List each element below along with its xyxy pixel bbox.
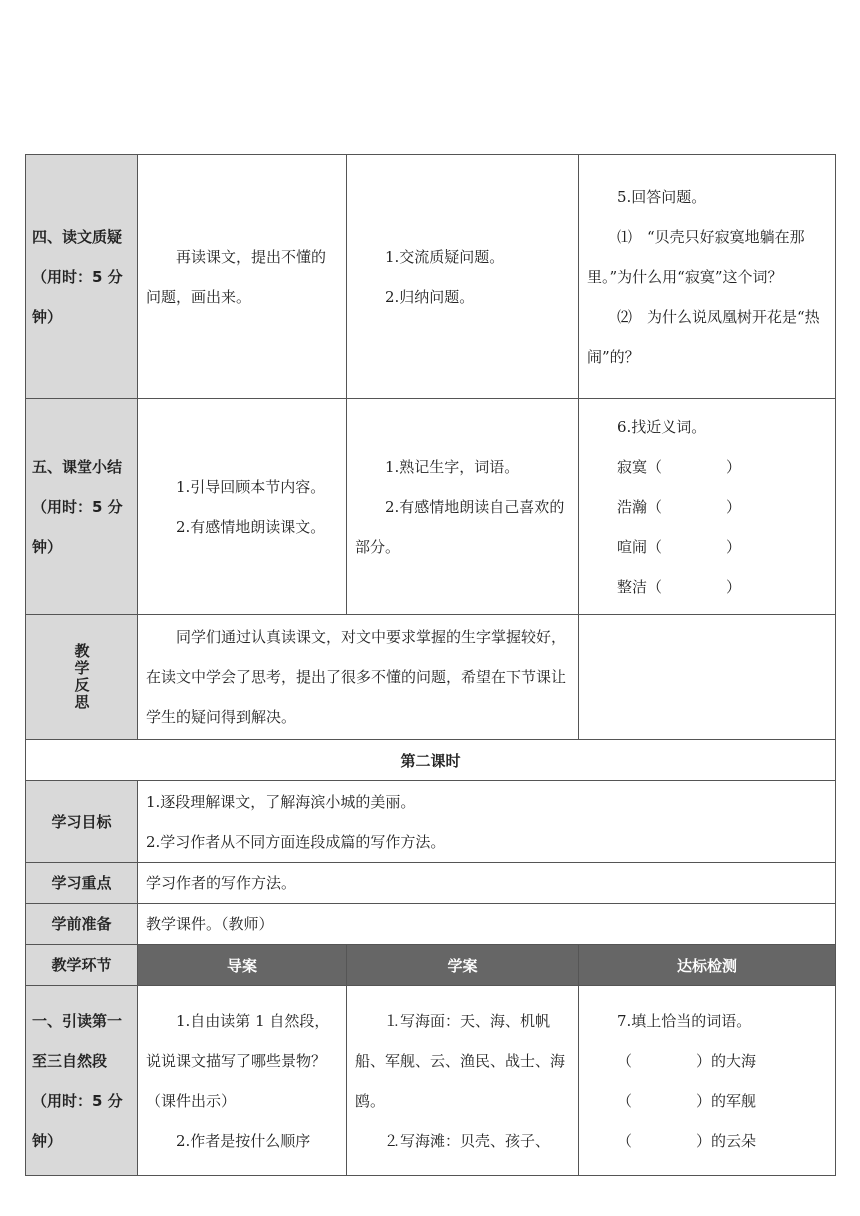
stage-row-question [26, 155, 836, 399]
header-study: 学案 [347, 945, 579, 986]
check-title: 7.填上恰当的词语。 [617, 1011, 752, 1030]
key-point-row [26, 863, 836, 904]
lesson-plan-page [25, 154, 835, 1176]
goal-item: 1.逐段理解课文，了解海滨小城的美丽。 [146, 792, 416, 811]
lesson-plan-table [25, 154, 836, 1176]
column-header-row [26, 945, 836, 986]
study-text: 2.归纳问题。 [385, 287, 475, 306]
check-item: 浩瀚（ ） [617, 497, 742, 516]
check-item: 喧闹（ ） [617, 537, 742, 556]
guide-cell [138, 155, 347, 399]
study-cell [347, 399, 579, 615]
section-title: 第二课时 [26, 740, 836, 781]
reflection-empty-cell [579, 615, 836, 740]
check-cell [579, 155, 836, 399]
stage-label: 一、引读第一 至三自然段 （用时：5 分 钟） [26, 986, 138, 1176]
reflection-label: 教学反思 [26, 615, 138, 740]
guide-text: 1.自由读第 1 自然段，说说课文描写了哪些景物？（课件出示） [146, 1011, 330, 1110]
reflection-row [26, 615, 836, 740]
check-item: （ ）的军舰 [617, 1091, 757, 1110]
reflection-text-cell [138, 615, 579, 740]
study-text: ⒈写海面：天、海、机帆船、军舰、云、渔民、战士、海鸥。 [355, 1011, 566, 1110]
guide-text: 1.引导回顾本节内容。 [176, 477, 326, 496]
check-text: 5.回答问题。 [617, 187, 707, 206]
check-text: ⑴ “贝壳只好寂寞地躺在那里。”为什么用“寂寞”这个词？ [587, 227, 805, 286]
guide-text: 再读课文，提出不懂的问题，画出来。 [146, 247, 327, 306]
study-text: ⒉写海滩：贝壳、孩子、 [385, 1131, 551, 1150]
study-cell [347, 986, 579, 1176]
study-text: 1.交流质疑问题。 [385, 247, 505, 266]
study-text: 1.熟记生字，词语。 [385, 457, 520, 476]
header-guide: 导案 [138, 945, 347, 986]
check-cell [579, 399, 836, 615]
study-cell [347, 155, 579, 399]
check-cell [579, 986, 836, 1176]
guide-cell [138, 986, 347, 1176]
prep-row [26, 904, 836, 945]
stage-row-read [26, 986, 836, 1176]
guide-cell [138, 399, 347, 615]
check-item: （ ）的大海 [617, 1051, 757, 1070]
stage-label: 五、课堂小结 （用时：5 分 钟） [26, 399, 138, 615]
prep-label: 学前准备 [26, 904, 138, 945]
stage-row-summary [26, 399, 836, 615]
goal-item: 2.学习作者从不同方面连段成篇的写作方法。 [146, 832, 446, 851]
header-check: 达标检测 [579, 945, 836, 986]
guide-text: 2.有感情地朗读课文。 [176, 517, 326, 536]
check-text: ⑵ 为什么说凤凰树开花是“热闹”的？ [587, 307, 820, 366]
check-item: （ ）的云朵 [617, 1131, 757, 1150]
goals-cell [138, 781, 836, 863]
check-item: 整洁（ ） [617, 577, 742, 596]
check-item: 寂寞（ ） [617, 457, 742, 476]
key-point-label: 学习重点 [26, 863, 138, 904]
key-point-text: 学习作者的写作方法。 [138, 863, 836, 904]
header-stage: 教学环节 [26, 945, 138, 986]
stage-label: 四、读文质疑 （用时：5 分 钟） [26, 155, 138, 399]
check-title: 6.找近义词。 [617, 417, 707, 436]
section-title-row [26, 740, 836, 781]
prep-text: 教学课件。（教师） [138, 904, 836, 945]
study-text: 2.有感情地朗读自己喜欢的部分。 [355, 497, 565, 556]
guide-text: 2.作者是按什么顺序 [176, 1131, 311, 1150]
reflection-text: 同学们通过认真读课文，对文中要求掌握的生字掌握较好，在读文中学会了思考，提出了很多不懂的问题，希望在下节课让学生的疑问得到解决。 [146, 628, 567, 726]
goals-row [26, 781, 836, 863]
goals-label: 学习目标 [26, 781, 138, 863]
